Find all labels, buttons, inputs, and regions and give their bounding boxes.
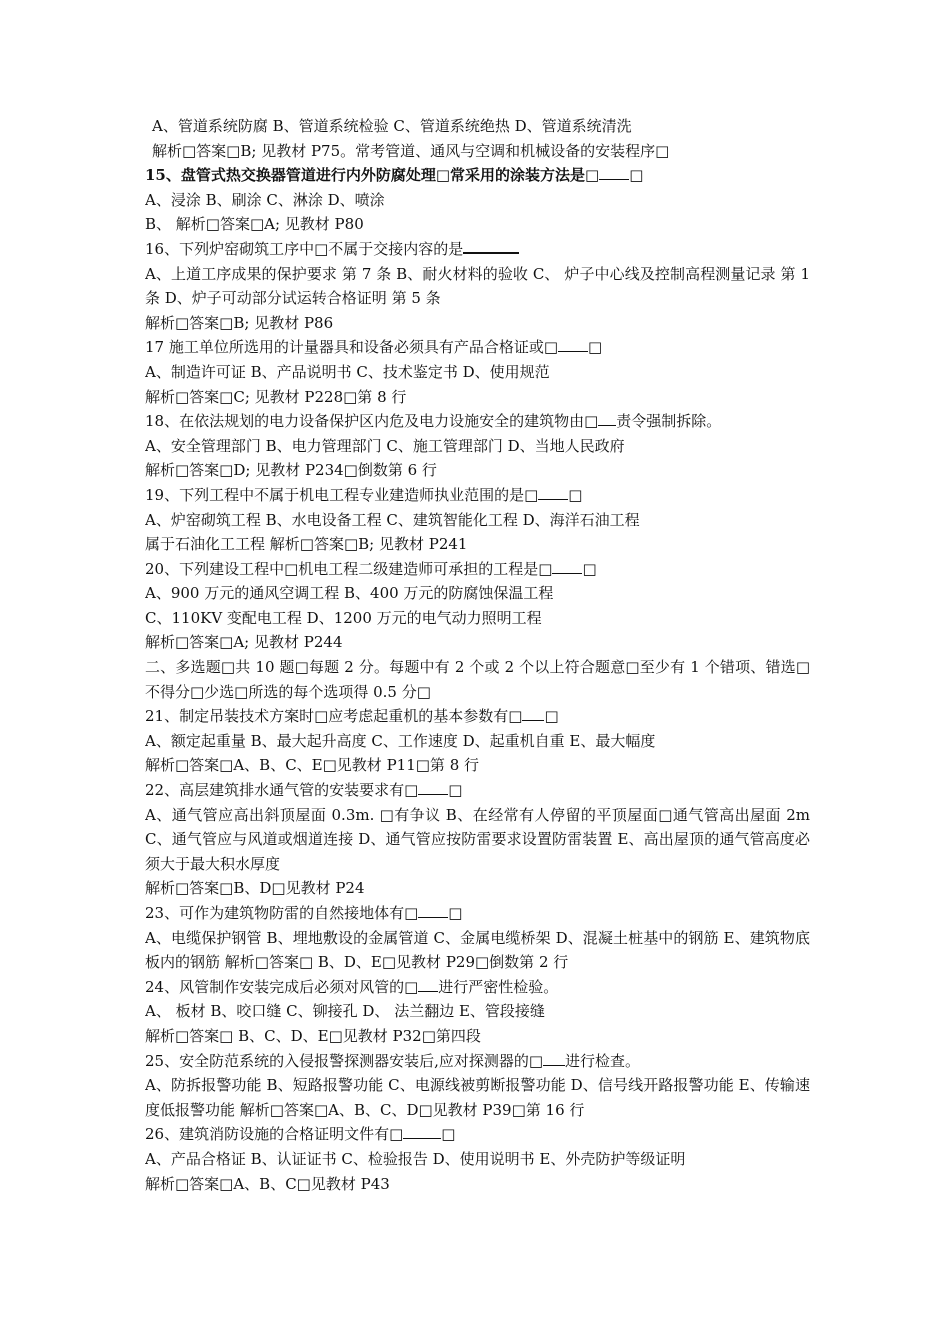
q17-text: 17 施工单位所选用的计量器具和设备必须具有产品合格证或□ <box>145 338 559 357</box>
blank-mark: □ <box>448 904 463 922</box>
q26-text: 26、建筑消防设施的合格证明文件有□ <box>145 1125 404 1144</box>
q23-text: 23、可作为建筑物防雷的自然接地体有□ <box>145 904 419 922</box>
answer-blank <box>543 1050 565 1066</box>
q15-answer: B、 解析□答案□A; 见教材 P80 <box>145 215 364 234</box>
q15-options: A、浸涂 B、刷涂 C、淋涂 D、喷涂 <box>145 190 385 209</box>
answer-blank <box>522 705 544 721</box>
q16-question <box>145 237 810 262</box>
q24-question <box>145 975 810 1000</box>
section-multiple-choice-header: 二、多选题□共 10 题□每题 2 分。每题中有 2 个或 2 个以上符合题意□至少有 1 个错项、错选□不得分□少选□所选的每个选项得 0.5 分□ <box>145 658 810 701</box>
q21-options: A、额定起重量 B、最大起升高度 C、工作速度 D、起重机自重 E、最大幅度 <box>145 731 656 750</box>
q20-options-cd: C、110KV 变配电工程 D、1200 万元的电气动力照明工程 <box>145 608 542 627</box>
q17-question <box>145 335 810 360</box>
answer-blank <box>418 976 438 992</box>
q22-question <box>145 778 810 803</box>
q26-question <box>145 1122 810 1147</box>
q24-text-tail: 进行严密性检验。 <box>438 977 559 996</box>
blank-mark: □ <box>582 559 597 578</box>
q15-text: 15、盘管式热交换器管道进行内外防腐处理□常采用的涂装方法是□ <box>145 166 600 185</box>
q14-answer: 解析□答案□B; 见教材 P75。常考管道、通风与空调和机械设备的安装程序□ <box>152 141 670 160</box>
blank-mark: □ <box>588 338 603 357</box>
q17-options: A、制造许可证 B、产品说明书 C、技术鉴定书 D、使用规范 <box>145 362 550 381</box>
answer-blank <box>552 558 582 574</box>
blank-mark: □ <box>544 707 559 726</box>
answer-blank <box>558 336 588 352</box>
q16-answer: 解析□答案□B; 见教材 P86 <box>145 313 334 332</box>
q22-text: 22、高层建筑排水通气管的安装要求有□ <box>145 781 419 800</box>
q18-question <box>145 409 810 434</box>
q16-options: A、上道工序成果的保护要求 第 7 条 B、耐火材料的验收 C、 炉子中心线及控制高程测量记录 第 1 条 D、炉子可动部分试运转合格证明 第 5 条 <box>145 264 810 308</box>
q19-options: A、炉窑砌筑工程 B、水电设备工程 C、建筑智能化工程 D、海洋石油工程 <box>145 510 640 529</box>
q24-answer: 解析□答案□ B、C、D、E□见教材 P32□第四段 <box>145 1026 481 1045</box>
answer-blank <box>418 902 448 918</box>
blank-mark: □ <box>568 485 583 504</box>
q21-answer: 解析□答案□A、B、C、E□见教材 P11□第 8 行 <box>145 756 480 775</box>
q22-answer: 解析□答案□B、D□见教材 P24 <box>145 879 365 898</box>
q25-question <box>145 1049 810 1074</box>
q18-answer: 解析□答案□D; 见教材 P234□倒数第 6 行 <box>145 461 437 480</box>
q16-text: 16、下列炉窑砌筑工序中□不属于交接内容的是 <box>145 239 464 258</box>
q15-question <box>145 163 810 188</box>
q25-text-tail: 进行检查。 <box>565 1051 641 1070</box>
answer-blank <box>599 164 629 180</box>
q21-text: 21、制定吊装技术方案时□应考虑起重机的基本参数有□ <box>145 707 523 726</box>
q23-options: A、电缆保护钢管 B、埋地敷设的金属管道 C、金属电缆桥架 D、混凝土桩基中的钢筋 E、建筑物底板内的钢筋 解析□答案□ B、D、E□见教材 P29□倒数第 2 行 <box>145 928 810 972</box>
q19-answer: 属于石油化工工程 解析□答案□B; 见教材 P241 <box>145 535 468 554</box>
q20-question <box>145 557 810 582</box>
q25-options: A、防拆报警功能 B、短路报警功能 C、电源线被剪断报警功能 D、信号线开路报警功能 E、传输速度低报警功能 解析□答案□A、B、C、D□见教材 P39□第 16 行 <box>145 1076 810 1119</box>
blank-mark: □ <box>448 781 463 800</box>
q26-answer: 解析□答案□A、B、C□见教材 P43 <box>145 1174 390 1193</box>
q20-answer: 解析□答案□A; 见教材 P244 <box>145 633 343 652</box>
blank-mark: □ <box>629 166 644 185</box>
q18-options: A、安全管理部门 B、电力管理部门 C、施工管理部门 D、当地人民政府 <box>145 436 625 455</box>
q18-text-tail: 责令强制拆除。 <box>616 412 722 431</box>
q25-text: 25、安全防范系统的入侵报警探测器安装后,应对探测器的□ <box>145 1051 544 1070</box>
q20-options-ab: A、900 万元的通风空调工程 B、400 万元的防腐蚀保温工程 <box>145 584 554 603</box>
q24-text: 24、风管制作安装完成后必须对风管的□ <box>145 977 419 996</box>
answer-blank <box>463 237 519 254</box>
answer-blank <box>418 779 448 795</box>
answer-blank <box>538 484 568 500</box>
q19-text: 19、下列工程中不属于机电工程专业建造师执业范围的是□ <box>145 485 539 504</box>
q20-text: 20、下列建设工程中□机电工程二级建造师可承担的工程是□ <box>145 559 553 578</box>
q26-options: A、产品合格证 B、认证证书 C、检验报告 D、使用说明书 E、外壳防护等级证明 <box>145 1149 686 1168</box>
document-page <box>145 114 810 1196</box>
q19-question <box>145 483 810 508</box>
q22-options: A、通气管应高出斜顶屋面 0.3m. □有争议 B、在经常有人停留的平顶屋面□通气管高出屋面 2m C、通气管应与风道或烟道连接 D、通气管应按防雷要求设置防雷装置 E、高出屋顶的通气管高度必须大于最大积水厚度 <box>145 805 810 873</box>
q17-answer: 解析□答案□C; 见教材 P228□第 8 行 <box>145 387 407 406</box>
answer-blank <box>403 1123 441 1139</box>
q21-question <box>145 704 810 729</box>
q14-options: A、管道系统防腐 B、管道系统检验 C、管道系统绝热 D、管道系统清洗 <box>152 117 632 135</box>
q18-text: 18、在依法规划的电力设备保护区内危及电力设施安全的建筑物由□ <box>145 412 599 431</box>
answer-blank <box>598 410 616 426</box>
blank-mark: □ <box>441 1125 456 1144</box>
q24-options: A、 板材 B、咬口缝 C、铆接孔 D、 法兰翻边 E、管段接缝 <box>145 1002 545 1021</box>
q23-question <box>145 901 810 926</box>
